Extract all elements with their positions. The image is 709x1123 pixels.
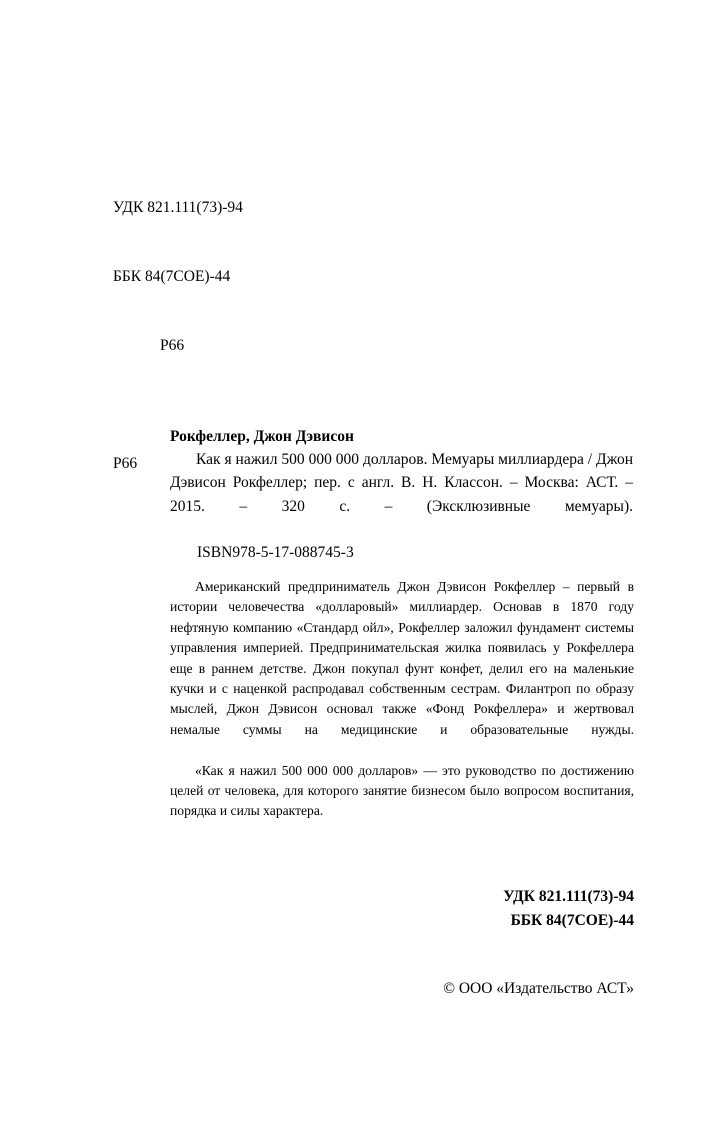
top-rubric-code: Р66: [160, 337, 185, 354]
record-shelf-marker: Р66: [113, 455, 138, 472]
copyright-notice: © ООО «Издательство АСТ»: [443, 980, 634, 997]
annotation-block: [170, 577, 634, 822]
bottom-udk-code: УДК 821.111(73)-94: [503, 888, 634, 905]
record-isbn: ISBN978-5-17-088745-3: [197, 544, 354, 562]
top-bbk-code: ББК 84(7СОЕ)-44: [113, 268, 231, 285]
record-description: Как я нажил 500 000 000 долларов. Мемуары миллиардера / Джон Дэвисон Рокфеллер; пер. с англ. В. Н. Классон. – Москва: АСТ. – 2015. – 320 с. – (Эксклюзивные мемуары).: [170, 451, 633, 515]
bottom-classification-codes: [170, 885, 634, 932]
bibliographic-record: [113, 425, 633, 564]
record-author: Рокфеллер, Джон Дэвисон: [170, 428, 354, 445]
annotation-paragraph-1: Американский предприниматель Джон Дэвисон Рокфеллер – первый в истории человечества «долларовый» миллиардер. Основав в 1870 году нефтяную компанию «Стандард ойл», Рокфеллер заложил фундамент системы управления империей. Предпринимательская жилка появилась у Рокфеллера еще в раннем детстве. Джон покупал фунт конфет, делил его на маленькие кучки и с наценкой распродавал собственным сестрам. Филантроп по образу мыслей, Джон Дэвисон основал также «Фонд Рокфеллера» и жертвовал немалые суммы на медицинские и образовательные нужды.: [170, 579, 634, 737]
annotation-paragraph-2: «Как я нажил 500 000 000 долларов» — это руководство по достижению целей от человека, для которого занятие бизнесом было вопросом воспитания, порядка и силы характера.: [170, 762, 634, 819]
record-body: [170, 425, 633, 564]
bottom-bbk-code: ББК 84(7СОЕ)-44: [510, 911, 634, 929]
top-udk-code: УДК 821.111(73)-94: [113, 199, 243, 216]
top-classification-codes: [113, 150, 243, 403]
